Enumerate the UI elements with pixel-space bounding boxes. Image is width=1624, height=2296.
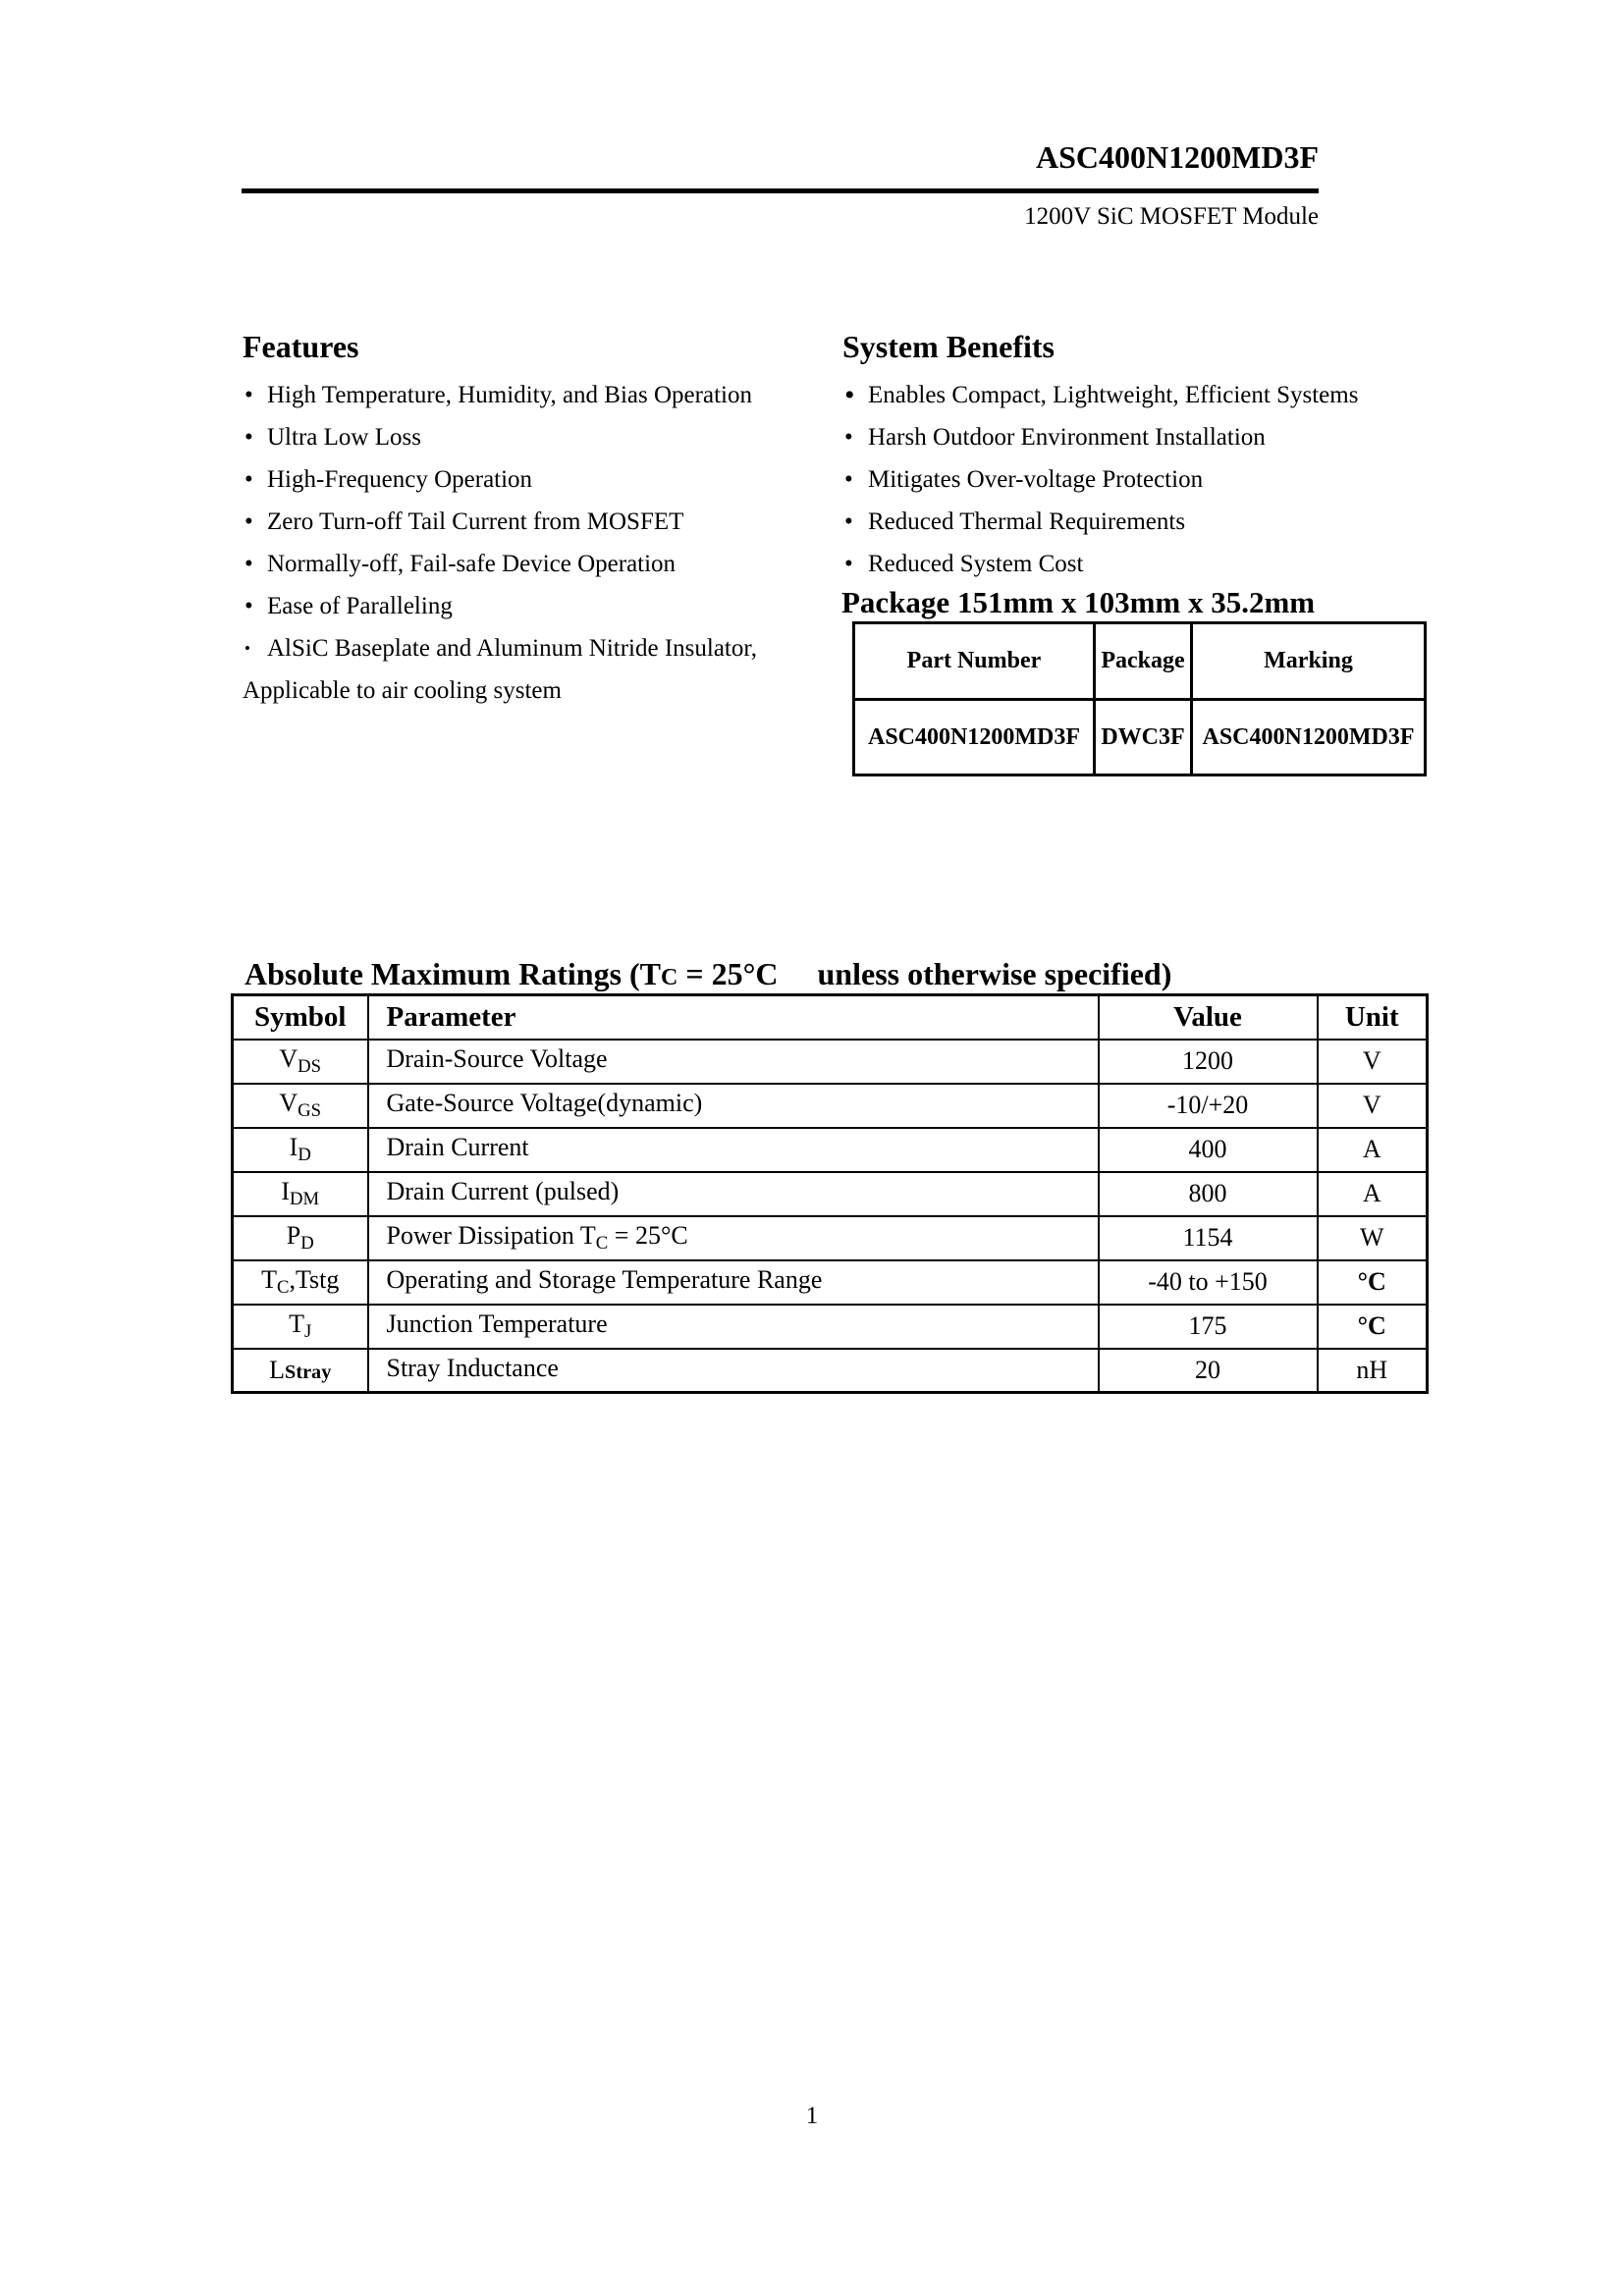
package-col-package: Package [1095,623,1192,700]
feature-item-label: Zero Turn-off Tail Current from MOSFET [267,508,684,535]
benefit-item-label: Harsh Outdoor Environment Installation [868,424,1266,451]
bullet-icon: • [244,639,250,658]
header-rule [242,188,1319,193]
symbol-cell: $P_D$ [233,1216,368,1260]
table-row-vds [233,1040,1428,1084]
ratings-col-parameter: Parameter [368,995,1099,1040]
value-cell: 20 [1099,1349,1318,1393]
unit-cell: °C [1318,1260,1428,1305]
symbol-cell: $V_{DS}$ [233,1040,368,1084]
feature-item-label: High-Frequency Operation [267,466,533,493]
parameter-cell: Operating and Storage Temperature Range [368,1260,1099,1305]
symbol-cell: $I_{DM}$ [233,1172,368,1216]
benefit-item [842,543,1422,585]
feature-item-continuation: Applicable to air cooling system [243,677,562,704]
package-col-marking: Marking [1192,623,1426,700]
parameter-cell: Power Dissipation $T_C = 25^\circ C$ [368,1216,1099,1260]
parameter-cell: Drain Current (pulsed) [368,1172,1099,1216]
ratings-col-symbol: Symbol [233,995,368,1040]
feature-item [243,543,773,585]
unit-cell: V [1318,1084,1428,1128]
system-benefits-section [842,327,1422,585]
value-cell: 400 [1099,1128,1318,1172]
bullet-icon: • [844,379,855,411]
ratings-heading-text: Absolute Maximum Ratings (T [244,956,662,991]
benefit-item-label: Reduced Thermal Requirements [868,508,1186,535]
table-row-lstray [233,1349,1428,1393]
feature-item [243,627,773,669]
unit-cell: W [1318,1216,1428,1260]
table-row-tj [233,1305,1428,1349]
unit-cell: V [1318,1040,1428,1084]
symbol-cell: $V_{GS}$ [233,1084,368,1128]
value-cell: -10/+20 [1099,1084,1318,1128]
package-table-header-row [854,623,1426,700]
feature-item-label: Ultra Low Loss [267,424,421,451]
feature-item-label: High Temperature, Humidity, and Bias Operation [267,382,752,408]
bullet-icon: • [844,424,853,451]
package-part-number: ASC400N1200MD3F [854,700,1095,775]
benefit-item-label: Enables Compact, Lightweight, Efficient Systems [868,382,1359,408]
benefit-item [842,501,1422,543]
bullet-icon: • [244,466,253,493]
bullet-icon: • [844,466,853,493]
bullet-icon: • [244,508,253,535]
page-number: 1 [805,2103,819,2129]
parameter-cell: Stray Inductance [368,1349,1099,1393]
package-marking: ASC400N1200MD3F [1192,700,1426,775]
ratings-heading-tc: C [661,965,678,990]
ratings-heading-note: unless otherwise specified) [817,956,1172,991]
system-benefits-heading: System Benefits [842,329,1055,364]
value-cell: 1200 [1099,1040,1318,1084]
parameter-cell: Drain Current [368,1128,1099,1172]
package-col-part-number: Part Number [854,623,1095,700]
unit-cell: °C [1318,1305,1428,1349]
ratings-col-value: Value [1099,995,1318,1040]
feature-item-label: AlSiC Baseplate and Aluminum Nitride Insulator, [267,635,757,662]
parameter-cell: Gate-Source Voltage(dynamic) [368,1084,1099,1128]
features-list [243,374,773,712]
unit-cell: nH [1318,1349,1428,1393]
benefit-item [842,416,1422,458]
features-heading: Features [243,329,359,364]
feature-item [243,416,773,458]
bullet-icon: • [844,508,853,535]
ratings-table [231,993,1429,1394]
bullet-icon: • [244,382,253,408]
bullet-icon: • [244,551,253,577]
symbol-cell: $T_C,Tstg$ [233,1260,368,1305]
feature-item-label: Ease of Paralleling [267,593,453,619]
table-row-vgs [233,1084,1428,1128]
symbol-cell: LStray [233,1349,368,1393]
table-row-pd [233,1216,1428,1260]
parameter-cell: Drain-Source Voltage [368,1040,1099,1084]
feature-item [243,585,773,627]
value-cell: 175 [1099,1305,1318,1349]
bullet-icon: • [844,551,853,577]
package-table [852,621,1427,776]
feature-item [243,374,773,416]
system-benefits-list [842,374,1422,585]
benefit-item-label: Reduced System Cost [868,551,1084,577]
table-row-id [233,1128,1428,1172]
feature-item [243,458,773,501]
benefit-item [842,458,1422,501]
symbol-cell: $I_D$ [233,1128,368,1172]
package-table-row [854,700,1426,775]
features-section [243,327,773,712]
doc-title: ASC400N1200MD3F [1036,139,1319,175]
table-row-tc-tstg [233,1260,1428,1305]
feature-item [243,501,773,543]
ratings-heading-temp: = 25°C [677,956,779,991]
package-heading: Package 151mm x 103mm x 35.2mm [841,585,1316,619]
bullet-icon: • [244,424,253,451]
benefit-item [842,374,1422,416]
bullet-icon: • [244,593,253,619]
ratings-col-unit: Unit [1318,995,1428,1040]
ratings-heading [244,954,1171,997]
package-code: DWC3F [1095,700,1192,775]
benefit-item-label: Mitigates Over-voltage Protection [868,466,1204,493]
unit-cell: A [1318,1128,1428,1172]
value-cell: -40 to +150 [1099,1260,1318,1305]
parameter-cell: Junction Temperature [368,1305,1099,1349]
symbol-cell: $T_J$ [233,1305,368,1349]
unit-cell: A [1318,1172,1428,1216]
value-cell: 1154 [1099,1216,1318,1260]
doc-subtitle: 1200V SiC MOSFET Module [1024,203,1319,230]
value-cell: 800 [1099,1172,1318,1216]
feature-item-label: Normally-off, Fail-safe Device Operation [267,551,677,577]
ratings-header-row [233,995,1428,1040]
table-row-idm [233,1172,1428,1216]
